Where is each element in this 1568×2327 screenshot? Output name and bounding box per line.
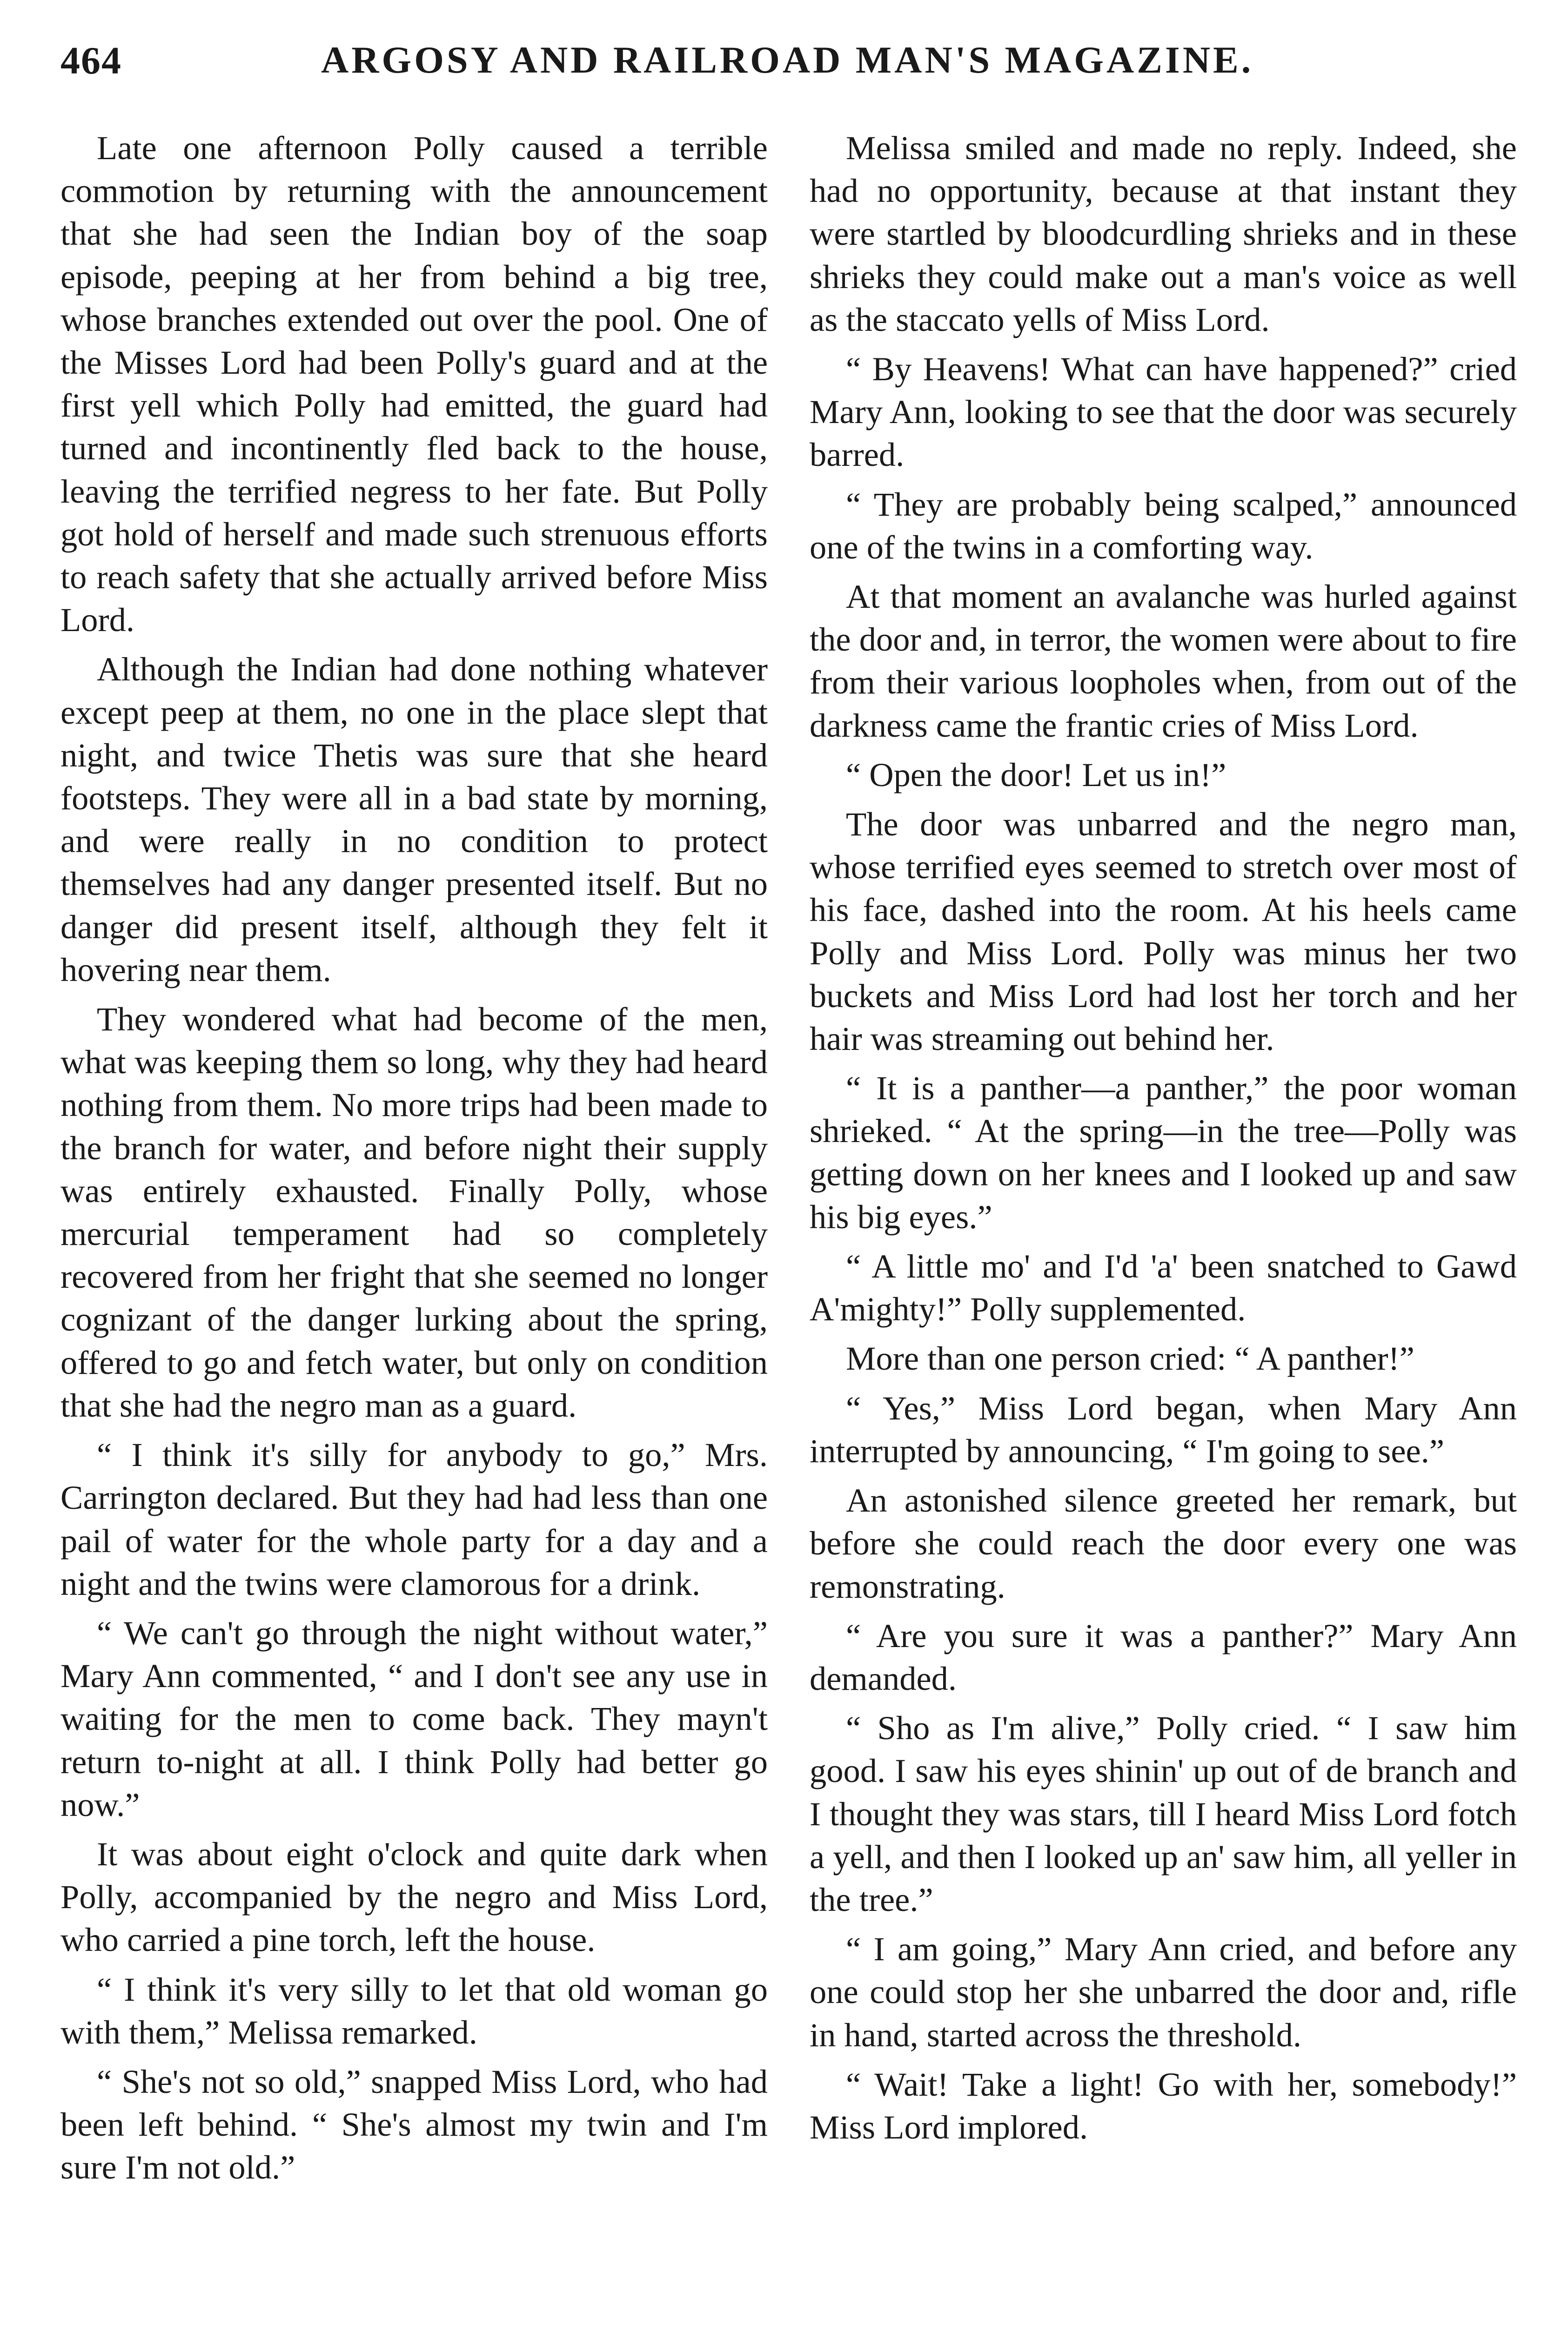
paragraph: More than one person cried: “ A panther!” bbox=[846, 1339, 1414, 1378]
running-title: ARGOSY AND RAILROAD MAN'S MAGAZINE. bbox=[321, 39, 1254, 81]
paragraph: “ It is a panther—a panther,” the poor woman shrieked. “ At the spring—in the tree—Polly was getting down on her knees and I looked up and saw his big eyes.” bbox=[810, 1069, 1517, 1236]
paragraph: “ Sho as I'm alive,” Polly cried. “ I saw him good. I saw his eyes shinin' up out of de branch and I thought they was stars, till I heard Miss Lord fotch a yell, and then I looked up an' saw him, all yeller in the tree.” bbox=[810, 1709, 1517, 1918]
paragraph: “ A little mo' and I'd 'a' been snatched to Gawd A'mighty!” Polly supplemented. bbox=[810, 1247, 1517, 1328]
paragraph: At that moment an avalanche was hurled against the door and, in terror, the women were about to fire from their various loopholes when, from out of the darkness came the frantic cries of Miss Lord. bbox=[810, 578, 1517, 744]
paragraph: “ Are you sure it was a panther?” Mary Ann demanded. bbox=[810, 1616, 1517, 1697]
paragraph: Melissa smiled and made no reply. Indeed, she had no opportunity, because at that instant they were startled by bloodcurdling shrieks and in these shrieks they could make out a man's voice as well as the staccato yells of Miss Lord. bbox=[810, 129, 1517, 338]
paragraph: “ We can't go through the night without water,” Mary Ann commented, “ and I don't see any use in waiting for the men to come back. They mayn't return to-night at all. I think Polly had better go now.” bbox=[60, 1614, 768, 1823]
paragraph: “ Yes,” Miss Lord began, when Mary Ann interrupted by announcing, “ I'm going to see.” bbox=[810, 1389, 1517, 1470]
paragraph: It was about eight o'clock and quite dark when Polly, accompanied by the negro and Miss Lord, who carried a pine torch, left the house. bbox=[60, 1835, 768, 1959]
page-number: 464 bbox=[60, 39, 122, 82]
paragraph: “ She's not so old,” snapped Miss Lord, who had been left behind. “ She's almost my twin and I'm sure I'm not old.” bbox=[60, 2062, 768, 2186]
paragraph: “ They are probably being scalped,” announced one of the twins in a comforting way. bbox=[810, 485, 1517, 566]
paragraph: “ By Heavens! What can have happened?” cried Mary Ann, looking to see that the door was securely barred. bbox=[810, 350, 1517, 474]
page-header bbox=[60, 38, 1517, 94]
paragraph: The door was unbarred and the negro man, whose terrified eyes seemed to stretch over most of his face, dashed into the room. At his heels came Polly and Miss Lord. Polly was minus her two buckets and Miss Lord had lost her torch and her hair was streaming out behind her. bbox=[810, 805, 1517, 1058]
paragraph: “ I think it's very silly to let that old woman go with them,” Melissa remarked. bbox=[60, 1970, 768, 2051]
paragraph: “ Wait! Take a light! Go with her, somebody!” Miss Lord implored. bbox=[810, 2065, 1517, 2146]
paragraph: Although the Indian had done nothing whatever except peep at them, no one in the place slept that night, and twice Thetis was sure that she heard footsteps. They were all in a bad state by morning, and were really in no condition to protect themselves had any danger presented itself. But no danger did present itself, although they felt it hovering near them. bbox=[60, 650, 768, 989]
paragraph: “ Open the door! Let us in!” bbox=[846, 755, 1226, 794]
left-column bbox=[60, 127, 768, 2196]
right-column bbox=[810, 127, 1517, 2155]
paragraph: Late one afternoon Polly caused a terrible commotion by returning with the announcement that she had seen the Indian boy of the soap episode, peeping at her from behind a big tree, whose branches extended out over the pool. One of the Misses Lord had been Polly's guard and at the first yell which Polly had emitted, the guard had turned and incontinently fled back to the house, leaving the terrified negress to her fate. But Polly got hold of herself and made such strenuous efforts to reach safety that she actually arrived before Miss Lord. bbox=[60, 129, 768, 639]
paragraph: An astonished silence greeted her remark, but before she could reach the door every one was remonstrating. bbox=[810, 1481, 1517, 1605]
paragraph: “ I am going,” Mary Ann cried, and before any one could stop her she unbarred the door and, rifle in hand, started across the threshold. bbox=[810, 1930, 1517, 2054]
paragraph: “ I think it's silly for anybody to go,” Mrs. Carrington declared. But they had had less than one pail of water for the whole party for a day and a night and the twins were clamorous for a drink. bbox=[60, 1436, 768, 1602]
paragraph: They wondered what had become of the men, what was keeping them so long, why they had heard nothing from them. No more trips had been made to the branch for water, and before night their supply was entirely exhausted. Finally Polly, whose mercurial temperament had so completely recovered from her fright that she seemed no longer cognizant of the danger lurking about the spring, offered to go and fetch water, but only on condition that she had the negro man as a guard. bbox=[60, 1000, 768, 1424]
